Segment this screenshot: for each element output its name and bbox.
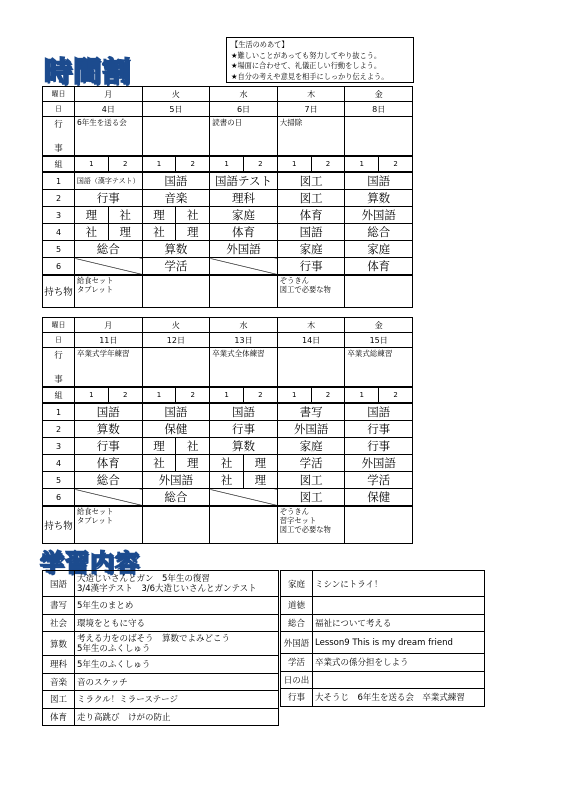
belongings-cell — [277, 506, 345, 543]
lesson-cell: 理科 — [210, 190, 278, 207]
lesson-cell: 外国語 — [345, 455, 413, 472]
date-cell: 13日 — [210, 333, 278, 348]
belongings-cell — [75, 506, 143, 543]
belongings-header: 持ち物 — [43, 506, 75, 543]
learning-table-right — [280, 570, 485, 707]
period-5: 5 — [43, 472, 75, 489]
day-tue: 火 — [142, 318, 210, 333]
timetable-week1 — [42, 86, 413, 308]
class-1: 1 — [142, 156, 176, 172]
event-header — [43, 348, 75, 388]
subject-content — [75, 632, 279, 656]
lesson-cell: 書写 — [277, 403, 345, 421]
lesson-cell: 総合 — [75, 241, 143, 258]
date-cell: 6日 — [210, 102, 278, 117]
class-1: 1 — [210, 387, 244, 403]
day-wed: 水 — [210, 87, 278, 102]
lesson-cell: 体育 — [345, 258, 413, 276]
lesson-cell: 国語 — [345, 403, 413, 421]
no-class-cell — [210, 489, 278, 507]
subject-content — [75, 571, 279, 597]
subject-content: 環境をともに守る — [75, 614, 279, 632]
lesson-cell: 図工 — [277, 472, 345, 489]
lesson-cell: 社 — [176, 438, 210, 455]
lesson-cell: 社 — [142, 455, 176, 472]
event-cell: 6年生を送る会 — [75, 117, 143, 157]
lesson-cell: 保健 — [345, 489, 413, 507]
subject-label: 国語 — [43, 571, 75, 597]
lesson-cell: 行事 — [345, 421, 413, 438]
subject-content: 走り高跳び けがの防止 — [75, 708, 279, 726]
date-cell: 4日 — [75, 102, 143, 117]
date-cell: 12日 — [142, 333, 210, 348]
lesson-cell: 家庭 — [210, 207, 278, 224]
timetable-title: 時間割 — [44, 55, 132, 88]
date-cell: 5日 — [142, 102, 210, 117]
lesson-cell: 行事 — [210, 421, 278, 438]
lesson-cell: 学活 — [277, 455, 345, 472]
class-1: 1 — [75, 156, 109, 172]
lesson-cell: 学活 — [142, 258, 210, 276]
lesson-cell: 理 — [108, 224, 142, 241]
day-tue: 火 — [142, 87, 210, 102]
belongings-cell — [142, 506, 210, 543]
subject-content: Lesson9 This is my dream friend — [313, 632, 485, 654]
belongings-item: 図工で必要な物 — [279, 525, 331, 534]
class-2: 2 — [176, 387, 210, 403]
lesson-cell: 家庭 — [345, 241, 413, 258]
lesson-cell: 外国語 — [142, 472, 210, 489]
day-wed: 水 — [210, 318, 278, 333]
belongings-cell — [75, 275, 143, 307]
weekday-header: 曜日 — [43, 318, 75, 333]
lesson-cell: 国語（漢字テスト） — [75, 172, 143, 190]
lesson-cell: 図工 — [277, 172, 345, 190]
subject-content — [313, 597, 485, 615]
belongings-item: 習字セット — [279, 516, 317, 525]
event-cell — [142, 117, 210, 157]
class-header: 組 — [43, 387, 75, 403]
date-cell: 15日 — [345, 333, 413, 348]
belongings-item: ぞうきん — [279, 276, 309, 285]
period-1: 1 — [43, 403, 75, 421]
lesson-cell: 国語 — [345, 172, 413, 190]
event-label: 行 — [54, 351, 63, 361]
subject-label: 体育 — [43, 708, 75, 726]
period-4: 4 — [43, 224, 75, 241]
lesson-cell: 理 — [243, 455, 277, 472]
lesson-cell: 算数 — [345, 190, 413, 207]
belongings-cell — [142, 275, 210, 307]
event-cell: 卒業式全体練習 — [210, 348, 278, 388]
lesson-cell: 体育 — [75, 455, 143, 472]
subject-label: 道徳 — [281, 597, 313, 615]
lesson-cell: 図工 — [277, 190, 345, 207]
date-header: 日 — [43, 102, 75, 117]
lesson-cell: 体育 — [277, 207, 345, 224]
event-cell: 卒業式総練習 — [345, 348, 413, 388]
lesson-cell: 総合 — [345, 224, 413, 241]
subject-label: 図工 — [43, 691, 75, 709]
goal-item: ★場面に合わせて、礼儀正しい行動をしよう。 — [231, 61, 382, 71]
event-cell — [277, 348, 345, 388]
belongings-cell — [277, 275, 345, 307]
day-mon: 月 — [75, 87, 143, 102]
lesson-cell: 社 — [176, 207, 210, 224]
belongings-header: 持ち物 — [43, 275, 75, 307]
subject-content: ミラクル！ミラーステージ — [75, 691, 279, 709]
period-1: 1 — [43, 172, 75, 190]
class-2: 2 — [243, 156, 277, 172]
class-1: 1 — [210, 156, 244, 172]
belongings-item: タブレット — [77, 285, 114, 294]
lesson-cell: 図工 — [277, 489, 345, 507]
class-2: 2 — [311, 387, 345, 403]
subject-content: 5年生のまとめ — [75, 597, 279, 615]
lesson-cell: 行事 — [75, 190, 143, 207]
content-line: 大造じいさんとガン 5年生の復習 — [77, 573, 210, 584]
subject-label: 日の出 — [281, 671, 313, 689]
event-cell: 卒業式学年練習 — [75, 348, 143, 388]
lesson-cell: 社 — [142, 224, 176, 241]
no-class-cell — [75, 258, 143, 276]
subject-label: 算数 — [43, 632, 75, 656]
lesson-cell: 外国語 — [345, 207, 413, 224]
no-class-cell — [75, 489, 143, 507]
lesson-cell: 社 — [75, 224, 109, 241]
lesson-cell: 外国語 — [277, 421, 345, 438]
date-cell: 8日 — [345, 102, 413, 117]
lesson-cell: 理 — [75, 207, 109, 224]
date-header: 日 — [43, 333, 75, 348]
lesson-cell: 理 — [142, 207, 176, 224]
subject-content: 5年生のふくしゅう — [75, 656, 279, 674]
belongings-item: タブレット — [77, 516, 114, 525]
goals-heading: 【生活のめあて】 — [231, 40, 289, 49]
period-3: 3 — [43, 207, 75, 224]
class-1: 1 — [277, 156, 311, 172]
day-fri: 金 — [345, 87, 413, 102]
date-cell: 7日 — [277, 102, 345, 117]
period-4: 4 — [43, 455, 75, 472]
day-thu: 木 — [277, 318, 345, 333]
class-1: 1 — [345, 156, 379, 172]
subject-label: 音楽 — [43, 673, 75, 691]
lesson-cell: 体育 — [210, 224, 278, 241]
lesson-cell: 国語 — [210, 403, 278, 421]
class-2: 2 — [379, 156, 413, 172]
weekday-header: 曜日 — [43, 87, 75, 102]
belongings-item: 図工で必要な物 — [279, 285, 331, 294]
subject-content: 卒業式の係分担をしよう — [313, 654, 485, 672]
event-header — [43, 117, 75, 157]
lesson-cell: 総合 — [75, 472, 143, 489]
content-line: 考える力をのばそう 算数でよみどこう — [77, 633, 231, 644]
subject-label: 社会 — [43, 614, 75, 632]
class-2: 2 — [108, 156, 142, 172]
lesson-cell: 行事 — [277, 258, 345, 276]
goal-item: ★自分の考えや意見を相手にしっかり伝えよう。 — [231, 71, 389, 81]
class-2: 2 — [108, 387, 142, 403]
class-1: 1 — [75, 387, 109, 403]
day-mon: 月 — [75, 318, 143, 333]
no-class-cell — [210, 258, 278, 276]
learning-table-left — [42, 570, 279, 726]
timetable-week2 — [42, 317, 413, 544]
event-label: 事 — [54, 144, 63, 154]
lesson-cell: 算数 — [210, 438, 278, 455]
lesson-cell: 行事 — [75, 438, 143, 455]
class-1: 1 — [277, 387, 311, 403]
class-2: 2 — [379, 387, 413, 403]
subject-label: 書写 — [43, 597, 75, 615]
lesson-cell: 算数 — [75, 421, 143, 438]
date-cell: 11日 — [75, 333, 143, 348]
lesson-cell: 音楽 — [142, 190, 210, 207]
event-cell: 大掃除 — [277, 117, 345, 157]
period-3: 3 — [43, 438, 75, 455]
subject-content: 大そうじ 6年生を送る会 卒業式練習 — [313, 689, 485, 707]
subject-content: 音のスケッチ — [75, 673, 279, 691]
period-6: 6 — [43, 489, 75, 507]
content-line: 3/4漢字テスト 3/6大造じいさんとガンテスト — [77, 583, 257, 594]
subject-label: 理科 — [43, 656, 75, 674]
day-fri: 金 — [345, 318, 413, 333]
lesson-cell: 理 — [176, 455, 210, 472]
event-label: 事 — [54, 375, 63, 385]
content-line: 5年生のふくしゅう — [77, 643, 151, 654]
lesson-cell: 保健 — [142, 421, 210, 438]
lesson-cell: 社 — [210, 472, 244, 489]
subject-label: 総合 — [281, 614, 313, 632]
lesson-cell: 理 — [142, 438, 176, 455]
event-cell: 読書の日 — [210, 117, 278, 157]
learning-content-title: 学習内容 — [40, 549, 140, 577]
lesson-cell: 外国語 — [210, 241, 278, 258]
lesson-cell: 家庭 — [277, 438, 345, 455]
event-label: 行 — [54, 120, 63, 130]
class-2: 2 — [311, 156, 345, 172]
belongings-item: 給食セット — [77, 507, 114, 516]
class-1: 1 — [345, 387, 379, 403]
subject-label: 外国語 — [281, 632, 313, 654]
belongings-item: 給食セット — [77, 276, 114, 285]
lesson-cell: 理 — [176, 224, 210, 241]
subject-label: 行事 — [281, 689, 313, 707]
belongings-cell — [345, 275, 413, 307]
lesson-cell: 行事 — [345, 438, 413, 455]
life-goals-box — [226, 37, 414, 83]
lesson-cell: 国語 — [277, 224, 345, 241]
subject-content: 福祉について考える — [313, 614, 485, 632]
lesson-cell: 理 — [243, 472, 277, 489]
lesson-cell: 家庭 — [277, 241, 345, 258]
period-5: 5 — [43, 241, 75, 258]
date-cell: 14日 — [277, 333, 345, 348]
event-cell — [142, 348, 210, 388]
subject-label: 学活 — [281, 654, 313, 672]
subject-content — [313, 671, 485, 689]
day-thu: 木 — [277, 87, 345, 102]
event-cell — [345, 117, 413, 157]
period-2: 2 — [43, 421, 75, 438]
class-2: 2 — [176, 156, 210, 172]
belongings-item: ぞうきん — [279, 507, 309, 516]
belongings-cell — [345, 506, 413, 543]
period-6: 6 — [43, 258, 75, 276]
class-header: 組 — [43, 156, 75, 172]
lesson-cell: 総合 — [142, 489, 210, 507]
lesson-cell: 算数 — [142, 241, 210, 258]
class-1: 1 — [142, 387, 176, 403]
goal-item: ★難しいことがあっても努力してやり抜こう。 — [231, 50, 382, 60]
subject-content: ミシンにトライ！ — [313, 571, 485, 597]
belongings-cell — [210, 506, 278, 543]
subject-label: 家庭 — [281, 571, 313, 597]
lesson-cell: 国語 — [142, 172, 210, 190]
class-2: 2 — [243, 387, 277, 403]
lesson-cell: 社 — [108, 207, 142, 224]
lesson-cell: 国語 — [142, 403, 210, 421]
period-2: 2 — [43, 190, 75, 207]
belongings-cell — [210, 275, 278, 307]
lesson-cell: 国語テスト — [210, 172, 278, 190]
lesson-cell: 社 — [210, 455, 244, 472]
lesson-cell: 国語 — [75, 403, 143, 421]
lesson-cell: 学活 — [345, 472, 413, 489]
